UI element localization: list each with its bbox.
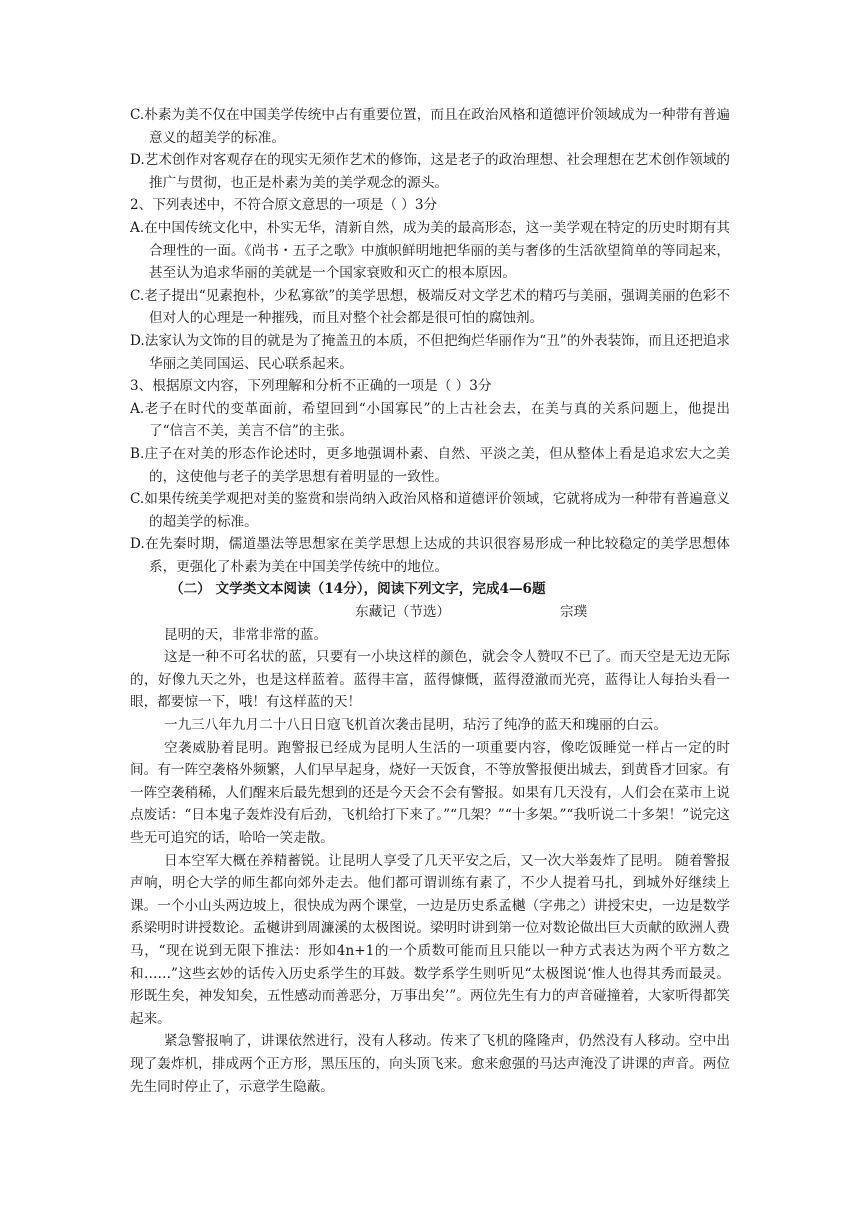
passage-paragraph: 日本空军大概在养精蓄锐。让昆明人享受了几天平安之后，又一次大举轰炸了昆明。 随着警报声响，明仑大学的师生都向郊外走去。他们都可谓训练有素了，不少人提着马扎，到城外好继续上课。一个小山头两边坡上，很快成为两个课堂，一边是历史系孟樾（字弗之）讲授宋史，一边是数学系梁明时讲授数论。孟樾讲到周濂溪的太极图说。梁明时讲到第一位对数论做出巨大贡献的欧洲人费马，“现在说到无限下推法：形如4n+1的一个质数可能而且只能以一种方式表达为两个平方数之和……”这些玄妙的话传入历史系学生的耳鼓。数学系学生则听见“太极图说‘惟人也得其秀而最灵。形既生矣，神发知矣，五性感动而善恶分，万事出矣’”。两位先生有力的声音碰撞着，大家听得都笑起来。 <box>130 852 730 1027</box>
q2-option-a: A.在中国传统文化中，朴实无华，清新自然，成为美的最高形态，这一美学观在特定的历史时期有其合理性的一面。《尚书・五子之歌》中旗帜鲜明地把华丽的美与奢侈的生活欲望简单的等同起来，甚至认为追求华丽的美就是一个国家衰败和灭亡的根本原因。 <box>130 219 730 282</box>
q1-option-c: C.朴素为美不仅在中国美学传统中占有重要位置，而且在政治风格和道德评价领域成为一种带有普遍意义的超美学的标准。 <box>130 107 730 146</box>
q2-option-d: D.法家认为文饰的目的就是为了掩盖丑的本质，不但把绚烂华丽作为“丑”的外表装饰，而且还把追求华丽之美同国运、民心联系起来。 <box>130 332 730 372</box>
q2-option-c: C.老子提出“见素抱朴，少私寡欲”的美学思想，极端反对文学艺术的精巧与美丽，强调美丽的色彩不但对人的心理是一种摧残，而且对整个社会都是很可怕的腐蚀剂。 <box>130 287 730 327</box>
q3-option-c: C.如果传统美学观把对美的鉴赏和崇尚纳入政治风格和道德评价领域，它就将成为一种带有普遍意义的超美学的标准。 <box>130 491 730 530</box>
passage-author: 宗璞 <box>560 604 588 621</box>
passage-paragraph: 这是一种不可名状的蓝，只要有一小块这样的颜色，就会令人赞叹不已了。而天空是无边无际的，好像九天之外，也是这样蓝着。蓝得丰富，蓝得慷慨，蓝得澄澈而光亮，蓝得让人每抬头看一眼，都要惊一下，哦！有这样蓝的天！ <box>130 649 730 711</box>
passage-paragraph: 紧急警报响了，讲课依然进行，没有人移动。传来了飞机的隆隆声，仍然没有人移动。空中出现了轰炸机，排成两个正方形，黑压压的，向头顶飞来。愈来愈强的马达声淹没了讲课的声音。两位先生同时停止了，示意学生隐蔽。 <box>130 1033 730 1095</box>
q3-option-b: B.庄子在对美的形态作论述时，更多地强调朴素、自然、平淡之美，但从整体上看是追求宏大之美的，这使他与老子的美学思想有着明显的一致性。 <box>130 445 730 485</box>
passage-title-row <box>130 601 730 624</box>
q2-stem: 2、下列表述中，不符合原文意思的一项是（ ）3分 <box>130 197 438 214</box>
passage-paragraph: 昆明的天，非常非常的蓝。 <box>164 626 328 643</box>
page-content <box>130 104 730 1098</box>
q3-option-a: A.老子在时代的变革面前，希望回到“小国寡民”的上古社会去，在美与真的关系问题上，他提出了“信言不美，美言不信”的主张。 <box>130 400 730 440</box>
passage-title: 东藏记（节选） <box>355 604 451 621</box>
passage-paragraph: 空袭威胁着昆明。跑警报已经成为昆明人生活的一项重要内容，像吃饭睡觉一样占一定的时间。有一阵空袭格外频繁，人们早早起身，烧好一天饭食，不等放警报便出城去，到黄昏才回家。有一阵空袭稍稀，人们醒来后最先想到的还是今天会不会有警报。如果有几天没有，人们会在菜市上说点废话：“日本鬼子轰炸没有后劲，飞机给打下来了。”“几架？”“十多架。”“我听说二十多架！”说完这些无可追究的话，哈哈一笑走散。 <box>130 739 730 846</box>
q1-option-d: D.艺术创作对客观存在的现实无须作艺术的修饰，这是老子的政治理想、社会理想在艺术创作领域的推广与贯彻，也正是朴素为美的美学观念的源头。 <box>130 152 730 191</box>
passage-paragraph: 一九三八年九月二十八日日寇飞机首次袭击昆明，玷污了纯净的蓝天和瑰丽的白云。 <box>164 717 667 734</box>
q3-option-d: D.在先秦时期，儒道墨法等思想家在美学思想上达成的共识很容易形成一种比较稳定的美学思想体系，更强化了朴素为美在中国美学传统中的地位。 <box>130 536 730 575</box>
q3-stem: 3、根据原文内容，下列理解和分析不正确的一项是（ ）3分 <box>130 378 492 395</box>
section-heading: （二） 文学类文本阅读（14分），阅读下列文字，完成4—6题 <box>170 581 546 598</box>
